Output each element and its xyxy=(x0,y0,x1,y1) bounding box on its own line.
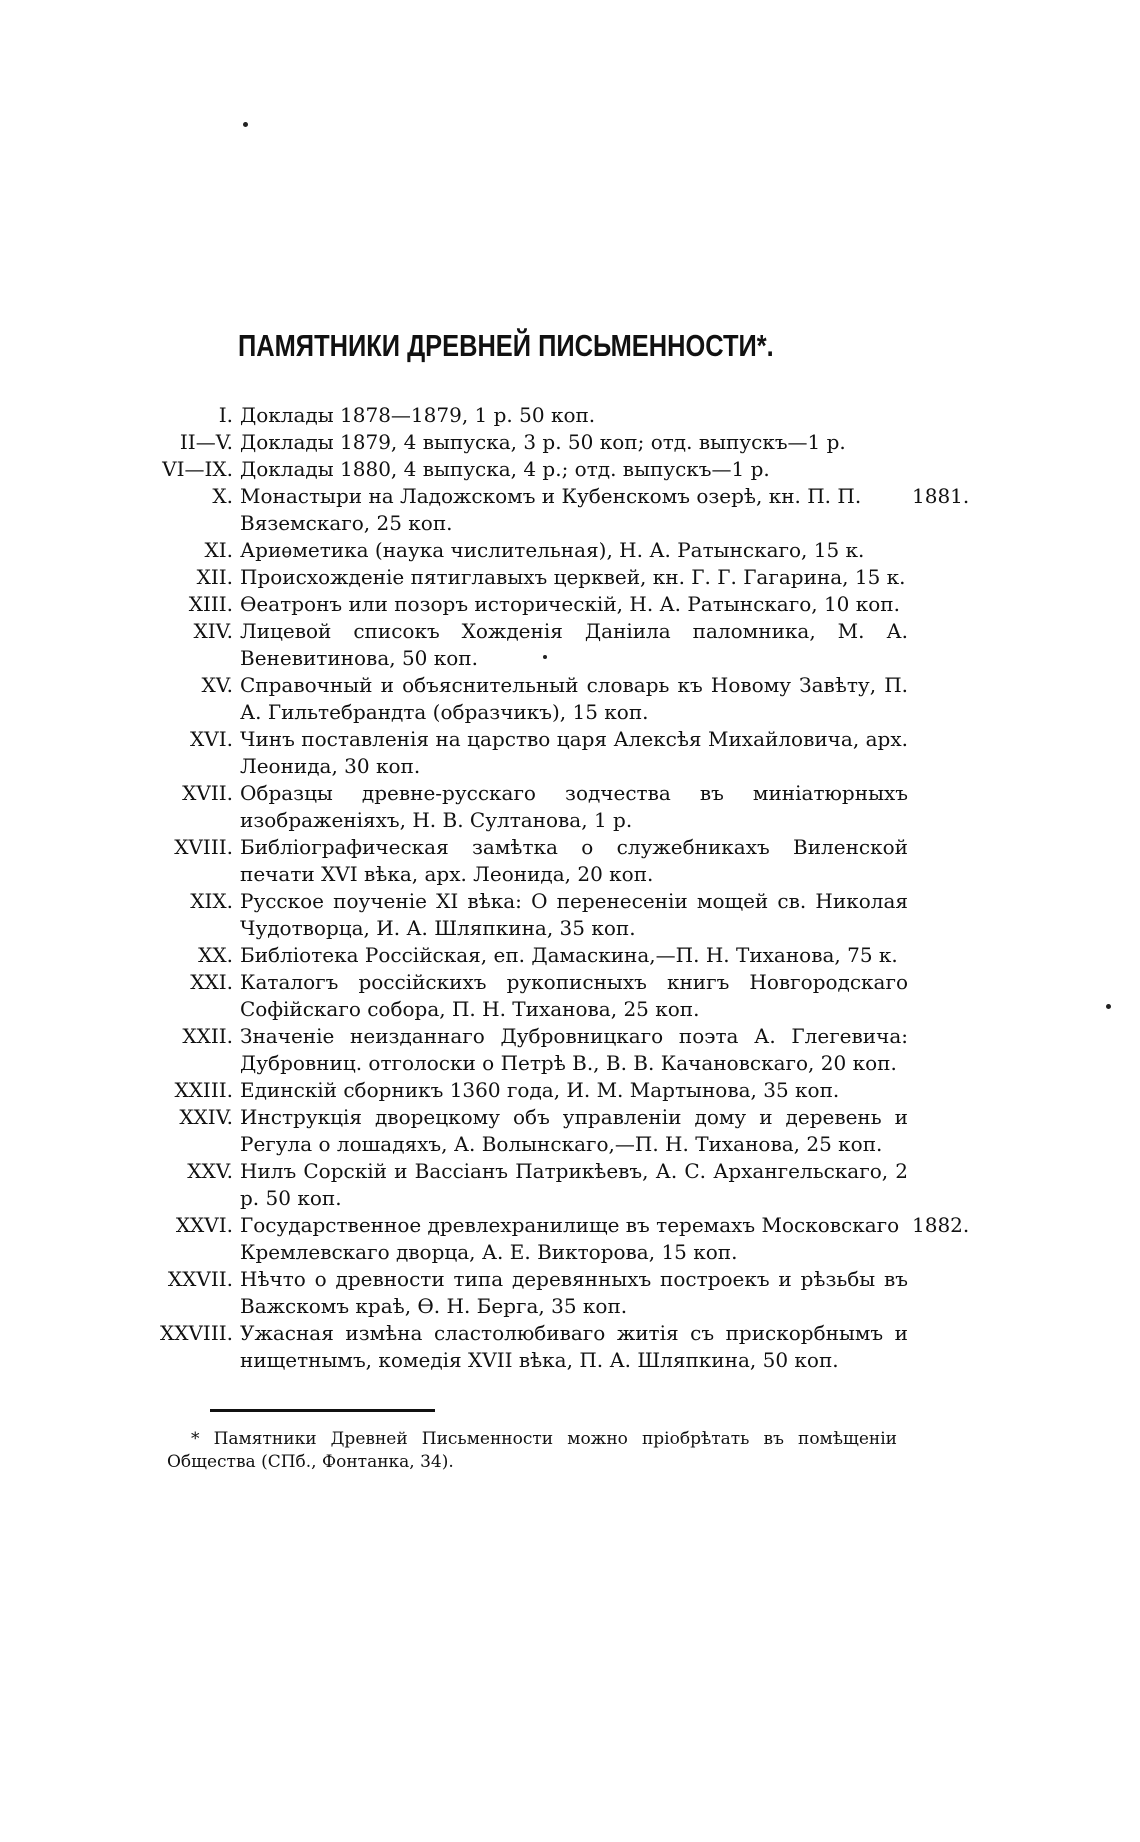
entry-number: XXV. xyxy=(187,1159,233,1183)
entry-number: XI. xyxy=(204,538,233,562)
entry-number: XIX. xyxy=(190,889,233,913)
entry-text: Русское поученіе XI вѣка: О перенесеніи мощей св. Николая Чудотворца, И. А. Шляпкина, 35 коп. xyxy=(240,889,908,940)
entry-text: Значеніе неизданнаго Дубровницкаго поэта А. Глегевича: Дубровниц. отголоски о Петрѣ В., В. В. Качановскаго, 20 коп. xyxy=(240,1024,908,1075)
entry-text: Доклады 1880, 4 выпуска, 4 р.; отд. выпускъ—1 р. xyxy=(240,457,770,481)
list-item xyxy=(140,1212,980,1266)
list-item xyxy=(140,780,980,834)
list-item xyxy=(140,564,980,591)
scan-speck xyxy=(243,122,248,127)
list-item xyxy=(140,618,980,672)
entry-number: II—V. xyxy=(179,430,233,454)
entry-number: XIII. xyxy=(188,592,233,616)
footnote-divider xyxy=(210,1409,435,1412)
entry-number: VI—IX. xyxy=(162,457,233,481)
entry-number: X. xyxy=(212,484,233,508)
entry-number: XXIV. xyxy=(179,1105,233,1129)
list-item xyxy=(140,483,980,537)
entry-text: Происхожденіе пятиглавыхъ церквей, кн. Г. Г. Гагарина, 15 к. xyxy=(240,565,906,589)
entry-text: Доклады 1879, 4 выпуска, 3 р. 50 коп; отд. выпускъ—1 р. xyxy=(240,430,846,454)
entry-text: Нилъ Сорскій и Вассіанъ Патрикѣевъ, А. С. Архангельскаго, 2 р. 50 коп. xyxy=(240,1159,908,1210)
entry-text: Чинъ поставленія на царство царя Алексѣя Михайловича, арх. Леонида, 30 коп. xyxy=(240,727,908,778)
entry-text: Нѣчто о древности типа деревянныхъ построекъ и рѣзьбы въ Важскомъ краѣ, Ѳ. Н. Берга, 35 коп. xyxy=(240,1267,908,1318)
list-item xyxy=(140,888,980,942)
entry-number: XXI. xyxy=(190,970,233,994)
list-item xyxy=(140,942,980,969)
list-item xyxy=(140,537,980,564)
entry-text: Единскій сборникъ 1360 года, И. М. Мартынова, 35 коп. xyxy=(240,1078,840,1102)
entry-text: Ужасная измѣна сластолюбиваго житія съ прискорбнымъ и нищетнымъ, комедія XVII вѣка, П. А. Шляпкина, 50 коп. xyxy=(240,1321,908,1372)
entry-number: XVIII. xyxy=(174,835,233,859)
list-item xyxy=(140,429,980,456)
entry-number: XII. xyxy=(196,565,233,589)
entry-number: XXIII. xyxy=(174,1078,233,1102)
list-item xyxy=(140,1104,980,1158)
entry-year: 1881. xyxy=(912,484,970,508)
publication-list xyxy=(140,402,980,1374)
entry-text: Библіотека Россійская, еп. Дамаскина,—П. Н. Тиханова, 75 к. xyxy=(240,943,898,967)
list-item xyxy=(140,402,980,429)
entry-text: Монастыри на Ладожскомъ и Кубенскомъ озерѣ, кн. П. П. Вяземскаго, 25 коп. xyxy=(240,484,862,535)
entry-text: Образцы древне-русскаго зодчества въ миніатюрныхъ изображеніяхъ, Н. В. Султанова, 1 р. xyxy=(240,781,908,832)
list-item xyxy=(140,969,980,1023)
entry-number: XVII. xyxy=(182,781,233,805)
list-item xyxy=(140,672,980,726)
entry-text: Инструкція дворецкому объ управленіи дому и деревень и Регула о лошадяхъ, А. Волынскаго,—П. Н. Тиханова, 25 коп. xyxy=(240,1105,908,1156)
list-item xyxy=(140,456,980,483)
entry-text: Ѳеатронъ или позоръ историческій, Н. А. Ратынскаго, 10 коп. xyxy=(240,592,900,616)
list-item xyxy=(140,1266,980,1320)
entry-text: Доклады 1878—1879, 1 р. 50 коп. xyxy=(240,403,596,427)
list-item xyxy=(140,1158,980,1212)
list-item xyxy=(140,1023,980,1077)
entry-text: Государственное древлехранилище въ теремахъ Московскаго Кремлевскаго дворца, А. Е. Викторова, 15 коп. xyxy=(240,1213,900,1264)
entry-number: XXII. xyxy=(182,1024,233,1048)
entry-number: XXVIII. xyxy=(160,1321,233,1345)
entry-number: XXVII. xyxy=(167,1267,233,1291)
entry-year: 1882. xyxy=(912,1213,970,1237)
scan-speck xyxy=(1106,1004,1111,1009)
entry-text: Ариѳметика (наука числительная), Н. А. Ратынскаго, 15 к. xyxy=(240,538,865,562)
entry-text: Лицевой списокъ Хожденія Данiила паломника, М. А. Веневитинова, 50 коп. xyxy=(240,619,908,670)
list-item xyxy=(140,591,980,618)
entry-text: Справочный и объяснительный словарь къ Новому Завѣту, П. А. Гильтебрандта (образчикъ), 15 коп. xyxy=(240,673,908,724)
list-item xyxy=(140,1320,980,1374)
entry-number: XIV. xyxy=(193,619,233,643)
page-title: ПАМЯТНИКИ ДРЕВНЕЙ ПИСЬМЕННОСТИ*. xyxy=(238,328,774,363)
entry-number: XV. xyxy=(201,673,233,697)
list-item xyxy=(140,1077,980,1104)
footnote: * Памятники Древней Письменности можно пріобрѣтать въ помѣщеніи Общества (СПб., Фонтанка, 34). xyxy=(167,1429,897,1472)
list-item xyxy=(140,726,980,780)
scan-speck xyxy=(543,655,547,659)
entry-number: XXVI. xyxy=(175,1213,233,1237)
entry-number: I. xyxy=(218,403,233,427)
entry-number: XVI. xyxy=(190,727,233,751)
entry-text: Каталогъ россійскихъ рукописныхъ книгъ Новгородскаго Софійскаго собора, П. Н. Тиханова, 25 коп. xyxy=(240,970,908,1021)
entry-text: Библіографическая замѣтка о служебникахъ Виленской печати XVI вѣка, арх. Леонида, 20 коп. xyxy=(240,835,908,886)
list-item xyxy=(140,834,980,888)
entry-number: XX. xyxy=(198,943,233,967)
